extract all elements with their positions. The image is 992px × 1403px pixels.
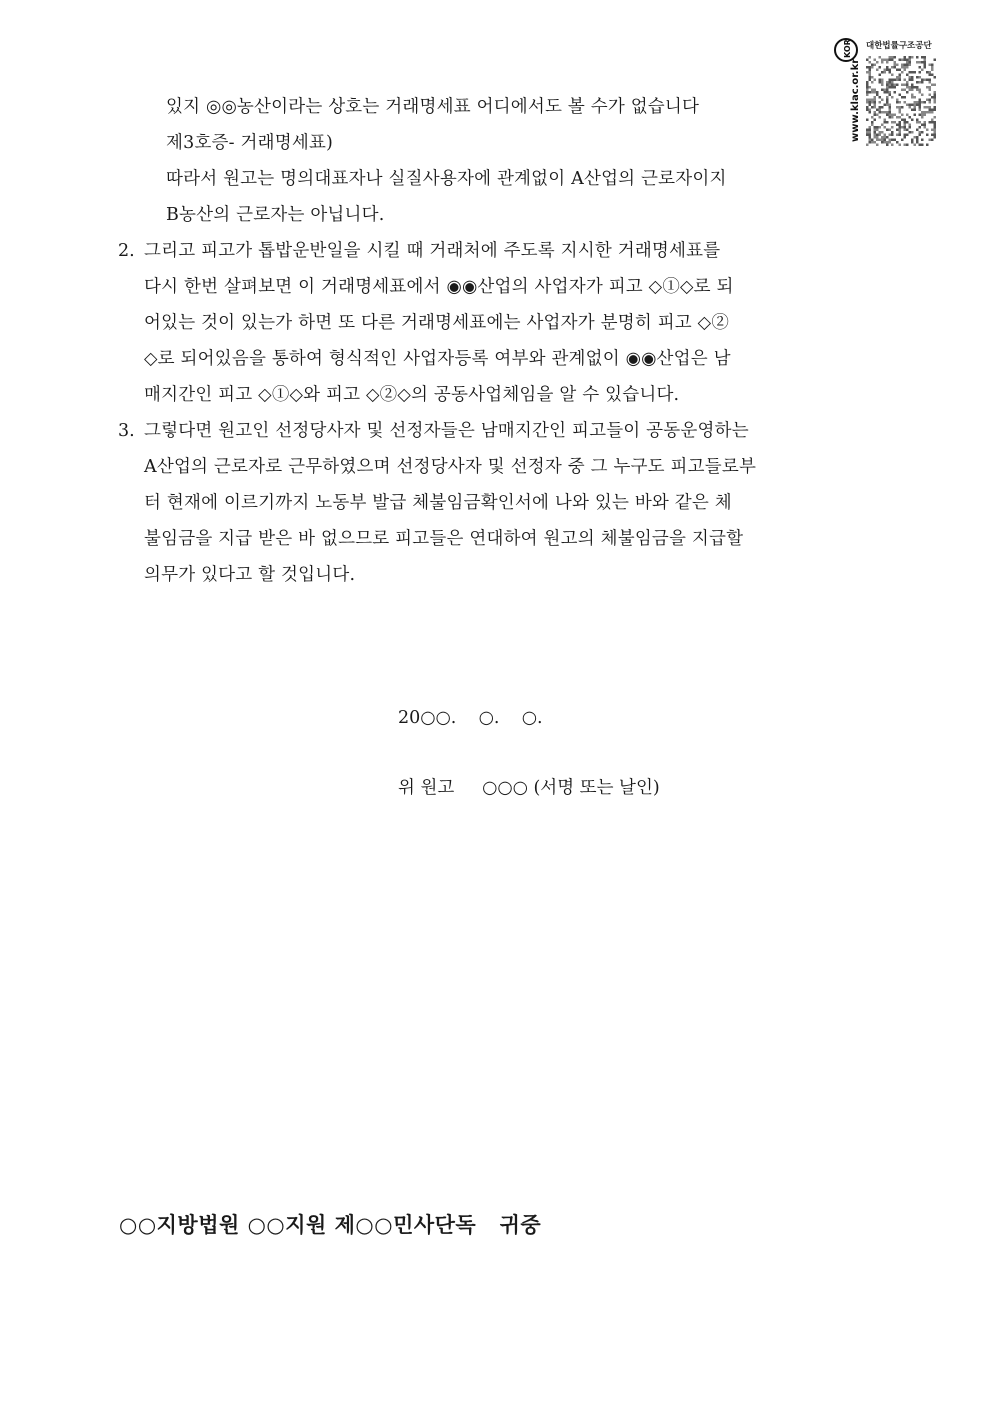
filing-date: 20○○. ○. ○. bbox=[398, 708, 543, 728]
qr-code-icon bbox=[866, 56, 936, 146]
therefore-line-1 bbox=[166, 168, 874, 190]
item-2-line-2: 다시 한번 살펴보면 이 거래명세표에서 ◉◉산업의 사업자가 피고 ◇①◇로 되 bbox=[144, 277, 734, 297]
klac-logo bbox=[828, 38, 936, 146]
item-2-line-5: 매지간인 피고 ◇①◇와 피고 ◇②◇의 공동사업체임을 알 수 있습니다. bbox=[144, 385, 680, 405]
therefore-line-1-text: 따라서 원고는 명의대표자나 실질사용자에 관계없이 A산업의 근로자이지 bbox=[166, 169, 727, 189]
klac-org-name: 대한법률구조공단 bbox=[866, 41, 932, 51]
continuation-line-2: 제3호증- 거래명세표) bbox=[166, 133, 334, 153]
item-2-line-1: 그리고 피고가 톱밥운반일을 시킬 때 거래처에 주도록 지시한 거래명세표를 bbox=[144, 241, 721, 261]
item-3-line-5: 의무가 있다고 할 것입니다. bbox=[144, 565, 356, 585]
plaintiff-signature-line: 위 원고 ○○○ (서명 또는 날인) bbox=[398, 778, 660, 798]
court-addressee: ○○지방법원 ○○지원 제○○민사단독 귀중 bbox=[119, 1212, 542, 1237]
item-2-number: 2. bbox=[118, 241, 135, 261]
klac-badge-icon bbox=[828, 38, 864, 146]
item-2-line-4: ◇로 되어있음을 통하여 형식적인 사업자등록 여부와 관계없이 ◉◉산업은 남 bbox=[144, 349, 731, 369]
item-3-line-3: 터 현재에 이르기까지 노동부 발급 체불임금확인서에 나와 있는 바와 같은 체 bbox=[144, 493, 732, 513]
continuation-line-1: 있지 ◎◎농산이라는 상호는 거래명세표 어디에서도 볼 수가 없습니다 bbox=[166, 97, 700, 117]
klac-badge-text: KOR bbox=[843, 39, 852, 58]
item-3-line-2: A산업의 근로자로 근무하였으며 선정당사자 및 선정자 중 그 누구도 피고들로부 bbox=[144, 457, 757, 477]
item-2-line-3: 어있는 것이 있는가 하면 또 다른 거래명세표에는 사업자가 분명히 피고 ◇② bbox=[144, 313, 730, 333]
therefore-line-2: B농산의 근로자는 아닙니다. bbox=[166, 205, 385, 225]
klac-url-text: www.klac.or.kr bbox=[850, 58, 861, 142]
item-3-line-1: 그렇다면 원고인 선정당사자 및 선정자들은 남매지간인 피고들이 공동운영하는 bbox=[144, 421, 749, 441]
item-3-line-4: 불임금을 지급 받은 바 없으므로 피고들은 연대하여 원고의 체불임금을 지급할 bbox=[144, 529, 744, 549]
item-3-number: 3. bbox=[118, 421, 135, 441]
